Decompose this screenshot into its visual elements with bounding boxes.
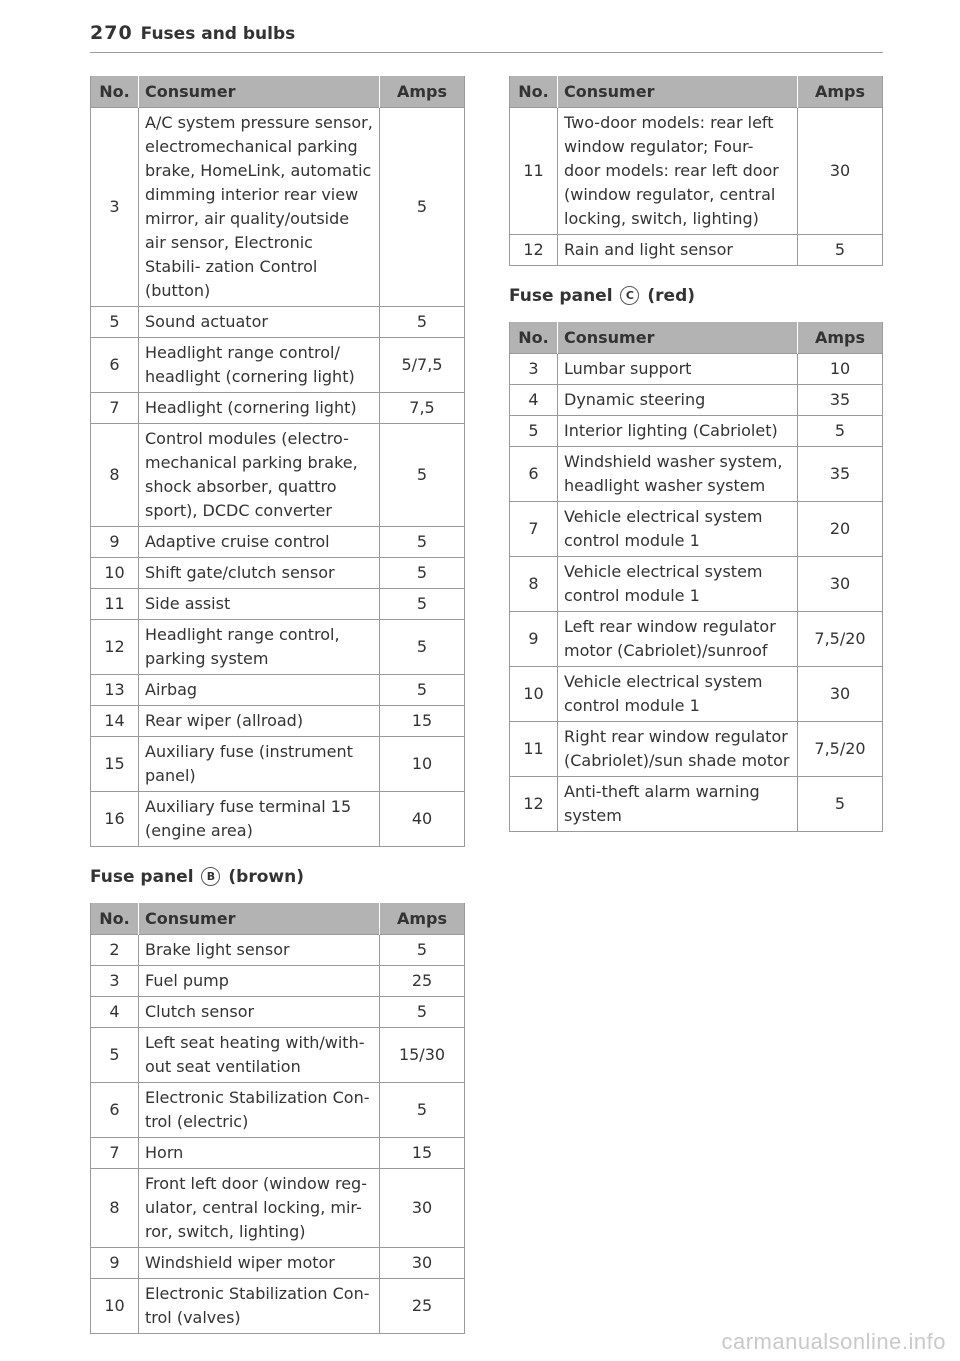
consumer-cell: Interior lighting (Cabriolet) [558, 416, 798, 447]
fuse-number-cell: 16 [91, 792, 139, 847]
fuse-panel-b-table-body [91, 935, 465, 1334]
amps-cell: 5 [798, 235, 883, 266]
consumer-cell: Auxiliary fuse (instrument panel) [139, 737, 380, 792]
consumer-cell: Clutch sensor [139, 997, 380, 1028]
table-row [91, 1279, 465, 1334]
column-header-amps: Amps [798, 322, 883, 354]
amps-cell: 30 [798, 557, 883, 612]
table-row [91, 307, 465, 338]
fuse-number-cell: 9 [91, 1248, 139, 1279]
watermark: carmanualsonline.info [721, 1329, 946, 1354]
section-title: Fuses and bulbs [140, 24, 296, 44]
consumer-cell: Rear wiper (allroad) [139, 706, 380, 737]
consumer-cell: Fuel pump [139, 966, 380, 997]
panel-title-suffix: (brown) [228, 867, 304, 887]
amps-cell: 7,5/20 [798, 612, 883, 667]
consumer-cell: Left seat heating with/with- out seat ventilation [139, 1028, 380, 1083]
fuse-panel-b-title [90, 867, 465, 887]
fuse-number-cell: 5 [510, 416, 558, 447]
fuse-number-cell: 10 [510, 667, 558, 722]
fuse-table-continued-body [510, 108, 883, 266]
column-header-no: No. [510, 76, 558, 108]
fuse-number-cell: 7 [510, 502, 558, 557]
column-header-no: No. [91, 903, 139, 935]
consumer-cell: Anti-theft alarm warning system [558, 777, 798, 832]
column-header-amps: Amps [380, 76, 465, 108]
table-header-row [510, 76, 883, 108]
fuse-number-cell: 11 [91, 589, 139, 620]
consumer-cell: A/C system pressure sensor, electromechanical parking brake, HomeLink, automatic dimming interior rear view mirror, air quality/outside air sensor, Electronic Stabili- zation Control (button) [139, 108, 380, 307]
fuse-number-cell: 12 [91, 620, 139, 675]
fuse-number-cell: 14 [91, 706, 139, 737]
consumer-cell: Vehicle electrical system control module 1 [558, 502, 798, 557]
panel-title-prefix: Fuse panel [90, 867, 194, 887]
fuse-number-cell: 12 [510, 777, 558, 832]
fuse-number-cell: 4 [91, 997, 139, 1028]
amps-cell: 5 [380, 589, 465, 620]
amps-cell: 5/7,5 [380, 338, 465, 393]
consumer-cell: Front left door (window reg- ulator, central locking, mir- ror, switch, lighting) [139, 1169, 380, 1248]
consumer-cell: Two-door models: rear left window regulator; Four- door models: rear left door (window regulator, central locking, switch, lighting) [558, 108, 798, 235]
table-row [91, 706, 465, 737]
fuse-number-cell: 10 [91, 1279, 139, 1334]
amps-cell: 5 [798, 777, 883, 832]
amps-cell: 5 [380, 1083, 465, 1138]
consumer-cell: Lumbar support [558, 354, 798, 385]
amps-cell: 15 [380, 706, 465, 737]
fuse-number-cell: 6 [91, 338, 139, 393]
column-header-consumer: Consumer [558, 76, 798, 108]
table-row [91, 1169, 465, 1248]
table-row [91, 527, 465, 558]
fuse-number-cell: 8 [510, 557, 558, 612]
table-header-row [91, 903, 465, 935]
consumer-cell: Sound actuator [139, 307, 380, 338]
right-column [509, 76, 883, 832]
left-column [90, 76, 465, 1334]
table-row [91, 935, 465, 966]
amps-cell: 5 [380, 675, 465, 706]
column-header-no: No. [91, 76, 139, 108]
fuse-table-body [91, 108, 465, 847]
consumer-cell: Headlight range control, parking system [139, 620, 380, 675]
fuse-number-cell: 6 [91, 1083, 139, 1138]
table-header-row [91, 76, 465, 108]
column-header-consumer: Consumer [139, 76, 380, 108]
table-row [91, 737, 465, 792]
table-row [91, 1028, 465, 1083]
table-row [91, 966, 465, 997]
amps-cell: 15 [380, 1138, 465, 1169]
amps-cell: 7,5/20 [798, 722, 883, 777]
amps-cell: 30 [798, 108, 883, 235]
amps-cell: 5 [380, 424, 465, 527]
table-row [91, 1248, 465, 1279]
fuse-number-cell: 15 [91, 737, 139, 792]
amps-cell: 20 [798, 502, 883, 557]
table-row [91, 792, 465, 847]
table-row [510, 354, 883, 385]
amps-cell: 5 [380, 558, 465, 589]
fuse-table-continued [509, 76, 883, 266]
fuse-number-cell: 7 [91, 1138, 139, 1169]
table-row [91, 997, 465, 1028]
fuse-number-cell: 5 [91, 1028, 139, 1083]
panel-c-circle-icon: C [620, 286, 639, 305]
column-header-consumer: Consumer [139, 903, 380, 935]
table-row [91, 558, 465, 589]
consumer-cell: Right rear window regulator (Cabriolet)/sun shade motor [558, 722, 798, 777]
panel-title-prefix: Fuse panel [509, 286, 613, 306]
panel-b-circle-icon: B [201, 867, 220, 886]
consumer-cell: Airbag [139, 675, 380, 706]
amps-cell: 5 [380, 935, 465, 966]
fuse-number-cell: 3 [510, 354, 558, 385]
consumer-cell: Headlight (cornering light) [139, 393, 380, 424]
fuse-number-cell: 7 [91, 393, 139, 424]
table-row [91, 393, 465, 424]
table-row [510, 722, 883, 777]
fuse-number-cell: 3 [91, 108, 139, 307]
page-number: 270 [90, 22, 133, 44]
consumer-cell: Vehicle electrical system control module 1 [558, 667, 798, 722]
table-row [510, 612, 883, 667]
amps-cell: 40 [380, 792, 465, 847]
fuse-number-cell: 10 [91, 558, 139, 589]
fuse-panel-c-title [509, 286, 883, 306]
consumer-cell: Headlight range control/ headlight (cornering light) [139, 338, 380, 393]
table-row [91, 108, 465, 307]
column-header-amps: Amps [380, 903, 465, 935]
amps-cell: 5 [380, 620, 465, 675]
amps-cell: 30 [798, 667, 883, 722]
consumer-cell: Auxiliary fuse terminal 15 (engine area) [139, 792, 380, 847]
table-row [510, 502, 883, 557]
consumer-cell: Control modules (electro- mechanical parking brake, shock absorber, quattro sport), DCDC converter [139, 424, 380, 527]
amps-cell: 35 [798, 447, 883, 502]
fuse-number-cell: 8 [91, 424, 139, 527]
table-row [510, 447, 883, 502]
table-row [91, 589, 465, 620]
amps-cell: 5 [380, 997, 465, 1028]
consumer-cell: Windshield wiper motor [139, 1248, 380, 1279]
consumer-cell: Left rear window regulator motor (Cabriolet)/sunroof [558, 612, 798, 667]
fuse-number-cell: 9 [510, 612, 558, 667]
consumer-cell: Dynamic steering [558, 385, 798, 416]
fuse-number-cell: 11 [510, 108, 558, 235]
page-header [90, 22, 883, 53]
fuse-panel-b-table [90, 903, 465, 1334]
amps-cell: 35 [798, 385, 883, 416]
consumer-cell: Vehicle electrical system control module 1 [558, 557, 798, 612]
amps-cell: 30 [380, 1169, 465, 1248]
fuse-number-cell: 9 [91, 527, 139, 558]
consumer-cell: Electronic Stabilization Con- trol (valves) [139, 1279, 380, 1334]
fuse-panel-c-table [509, 322, 883, 832]
amps-cell: 25 [380, 1279, 465, 1334]
amps-cell: 5 [798, 416, 883, 447]
amps-cell: 10 [798, 354, 883, 385]
fuse-number-cell: 6 [510, 447, 558, 502]
amps-cell: 10 [380, 737, 465, 792]
table-row [510, 416, 883, 447]
table-row [91, 338, 465, 393]
table-row [510, 777, 883, 832]
amps-cell: 25 [380, 966, 465, 997]
fuse-number-cell: 12 [510, 235, 558, 266]
fuse-number-cell: 11 [510, 722, 558, 777]
column-header-no: No. [510, 322, 558, 354]
panel-title-suffix: (red) [647, 286, 696, 306]
amps-cell: 5 [380, 307, 465, 338]
table-row [510, 667, 883, 722]
table-row [91, 675, 465, 706]
consumer-cell: Windshield washer system, headlight washer system [558, 447, 798, 502]
consumer-cell: Adaptive cruise control [139, 527, 380, 558]
table-row [510, 108, 883, 235]
amps-cell: 30 [380, 1248, 465, 1279]
amps-cell: 5 [380, 527, 465, 558]
fuse-number-cell: 2 [91, 935, 139, 966]
fuse-number-cell: 5 [91, 307, 139, 338]
table-row [91, 1138, 465, 1169]
consumer-cell: Side assist [139, 589, 380, 620]
table-row [91, 620, 465, 675]
fuse-number-cell: 3 [91, 966, 139, 997]
consumer-cell: Horn [139, 1138, 380, 1169]
consumer-cell: Rain and light sensor [558, 235, 798, 266]
fuse-panel-c-table-body [510, 354, 883, 832]
consumer-cell: Brake light sensor [139, 935, 380, 966]
consumer-cell: Shift gate/clutch sensor [139, 558, 380, 589]
table-row [510, 557, 883, 612]
table-row [510, 385, 883, 416]
column-header-consumer: Consumer [558, 322, 798, 354]
fuse-number-cell: 13 [91, 675, 139, 706]
consumer-cell: Electronic Stabilization Con- trol (electric) [139, 1083, 380, 1138]
amps-cell: 7,5 [380, 393, 465, 424]
amps-cell: 5 [380, 108, 465, 307]
table-row [91, 424, 465, 527]
table-header-row [510, 322, 883, 354]
fuse-number-cell: 8 [91, 1169, 139, 1248]
amps-cell: 15/30 [380, 1028, 465, 1083]
table-row [510, 235, 883, 266]
fuse-table [90, 76, 465, 847]
fuse-number-cell: 4 [510, 385, 558, 416]
table-row [91, 1083, 465, 1138]
column-header-amps: Amps [798, 76, 883, 108]
